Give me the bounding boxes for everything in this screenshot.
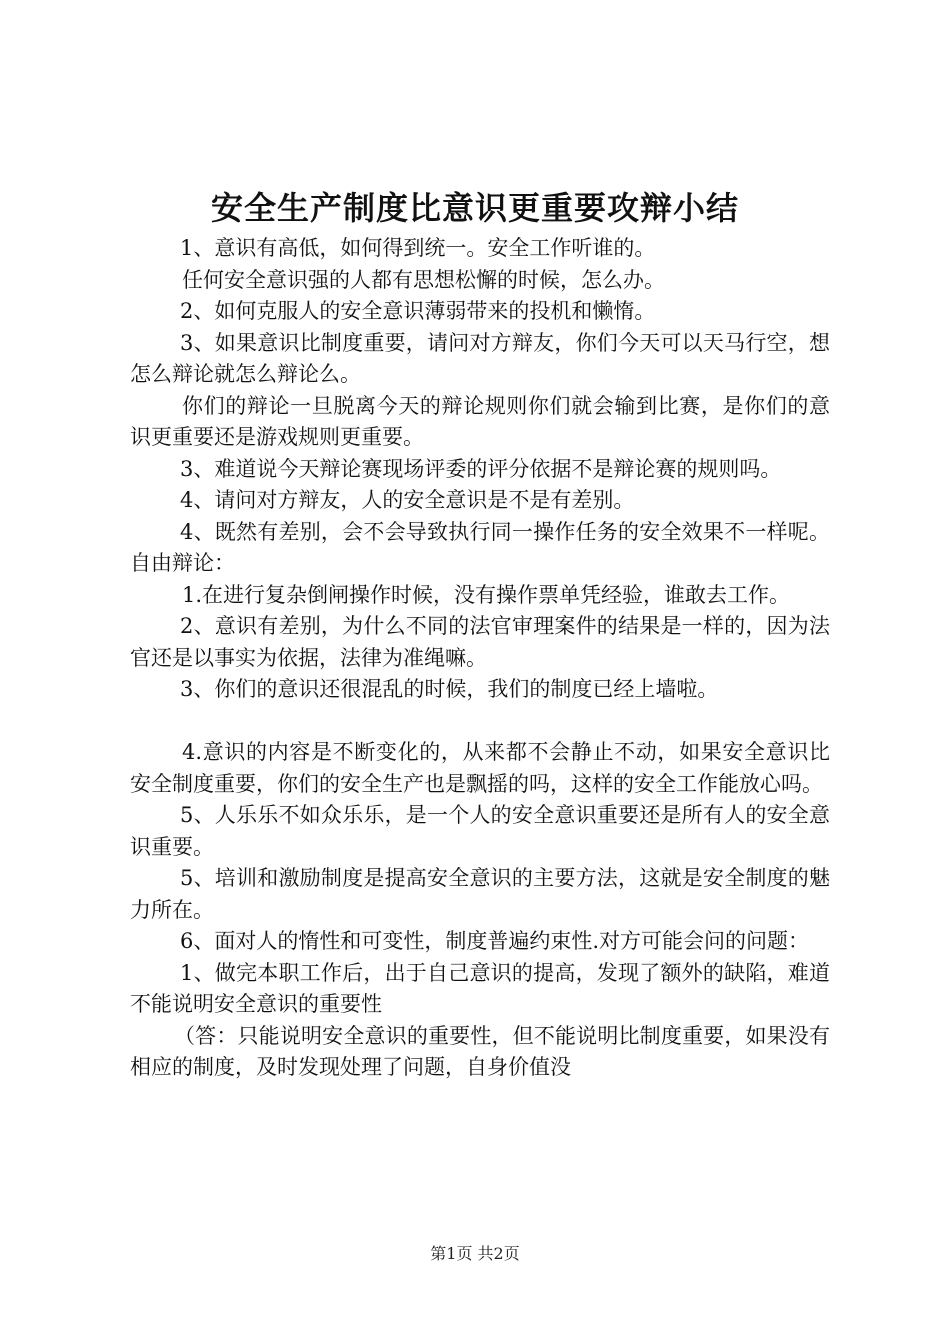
document-paragraph: 2、意识有差别，为什么不同的法官审理案件的结果是一样的，因为法官还是以事实为依据，法律为准绳嘛。 bbox=[130, 614, 830, 670]
document-paragraph: 3、如果意识比制度重要，请问对方辩友，你们今天可以天马行空，想怎么辩论就怎么辩论么。 bbox=[130, 330, 830, 386]
document-paragraph: 6、面对人的惰性和可变性，制度普遍约束性.对方可能会问的问题： bbox=[180, 929, 810, 953]
document-paragraph: 你们的辩论一旦脱离今天的辩论规则你们就会输到比赛，是你们的意识更重要还是游戏规则更重要。 bbox=[130, 393, 830, 449]
document-paragraph: 3、难道说今天辩论赛现场评委的评分依据不是辩论赛的规则吗。 bbox=[180, 456, 782, 481]
document-paragraph: 1、意识有高低，如何得到统一。安全工作听谁的。 bbox=[180, 236, 656, 260]
page-footer: 第1页 共2页 bbox=[430, 1244, 520, 1263]
document-paragraph: 3、你们的意识还很混乱的时候，我们的制度已经上墙啦。 bbox=[180, 677, 719, 701]
document-paragraph: 5、人乐乐不如众乐乐，是一个人的安全意识重要还是所有人的安全意识重要。 bbox=[130, 803, 830, 859]
document-paragraph: 任何安全意识强的人都有思想松懈的时候，怎么办。 bbox=[182, 267, 665, 292]
document-paragraph: 4、请问对方辩友，人的安全意识是不是有差别。 bbox=[180, 488, 635, 512]
document-paragraph: 1、做完本职工作后，出于自己意识的提高，发现了额外的缺陷，难道不能说明安全意识的重要性 bbox=[130, 960, 830, 1016]
document-paragraph: 2、如何克服人的安全意识薄弱带来的投机和懒惰。 bbox=[180, 299, 656, 323]
document-paragraph: （答：只能说明安全意识的重要性，但不能说明比制度重要，如果没有相应的制度，及时发现处理了问题，自身价值没 bbox=[130, 1023, 830, 1079]
document-paragraph: 5、培训和激励制度是提高安全意识的主要方法，这就是安全制度的魅力所在。 bbox=[130, 866, 830, 922]
paragraph-spacer bbox=[130, 706, 830, 738]
document-paragraph: 4.意识的内容是不断变化的，从来都不会静止不动，如果安全意识比安全制度重要，你们的安全生产也是飘摇的吗，这样的安全工作能放心吗。 bbox=[130, 740, 830, 796]
document-title: 安全生产制度比意识更重要攻辩小结 bbox=[210, 189, 739, 227]
document-paragraph: 1.在进行复杂倒闸操作时候，没有操作票单凭经验，谁敢去工作。 bbox=[182, 582, 791, 607]
document-paragraph: 4、既然有差别，会不会导致执行同一操作任务的安全效果不一样呢。自由辩论： bbox=[130, 519, 830, 575]
document-body bbox=[130, 233, 830, 1084]
